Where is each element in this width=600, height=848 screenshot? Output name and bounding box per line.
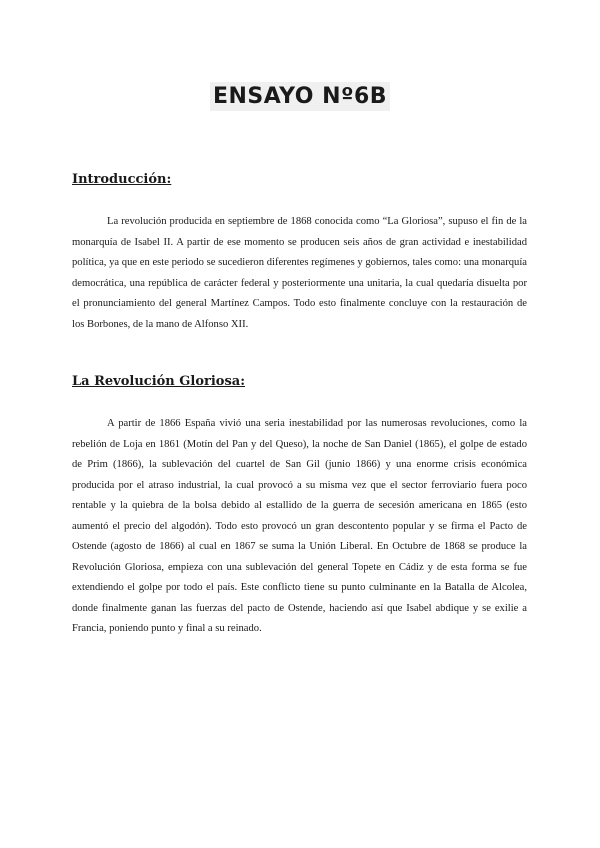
section-body-introduccion: La revolución producida en septiembre de 1868 conocida como “La Gloriosa”, supuso el fin de la monarquía de Isabel II. A partir de ese momento se producen seis años de gran actividad e inestabilidad política, ya que en este periodo se sucedieron diferentes regímenes y gobiernos, tales como: una monarquía democrática, una república de carácter federal y posteriormente una unitaria, la cual quedaría disuelta por el pronunciamiento del general Martínez Campos. Todo esto finalmente concluye con la restauración de los Borbones, de la mano de Alfonso XII. bbox=[72, 216, 527, 330]
section-heading-revolucion-gloriosa: La Revolución Gloriosa: bbox=[72, 374, 245, 389]
section-body-revolucion-gloriosa: A partir de 1866 España vivió una seria inestabilidad por las numerosas revoluciones, como la rebelión de Loja en 1861 (Motín del Pan y del Queso), la noche de San Daniel (1865), el golpe de estado de Prim (1866), la sublevación del cuartel de San Gil (junio 1866) y una enorme crisis económica producida por el atraso industrial, la cual provocó a su misma vez que el sector ferroviario fuera poco rentable y la quiebra de la bolsa debido al estallido de la guerra de secesión americana en 1865 (esto aumentó el precio del algodón). Todo esto provocó un gran descontento popular y se firma el Pacto de Ostende (agosto de 1866) al cual en 1867 se suma la Unión Liberal. En Octubre de 1868 se produce la Revolución Gloriosa, empieza con una sublevación del general Topete en Cádiz y de esta forma se fue extendiendo el golpe por todo el país. Este conflicto tiene su punto culminante en la Batalla de Alcolea, donde finalmente ganan las fuerzas del pacto de Ostende, haciendo así que Isabel abdique y se exilie a Francia, poniendo punto y final a su reinado. bbox=[72, 418, 527, 634]
document-title bbox=[0, 74, 600, 111]
section-heading-introduccion: Introducción: bbox=[72, 172, 172, 187]
document-title-text: ENSAYO Nº6B bbox=[210, 82, 390, 111]
